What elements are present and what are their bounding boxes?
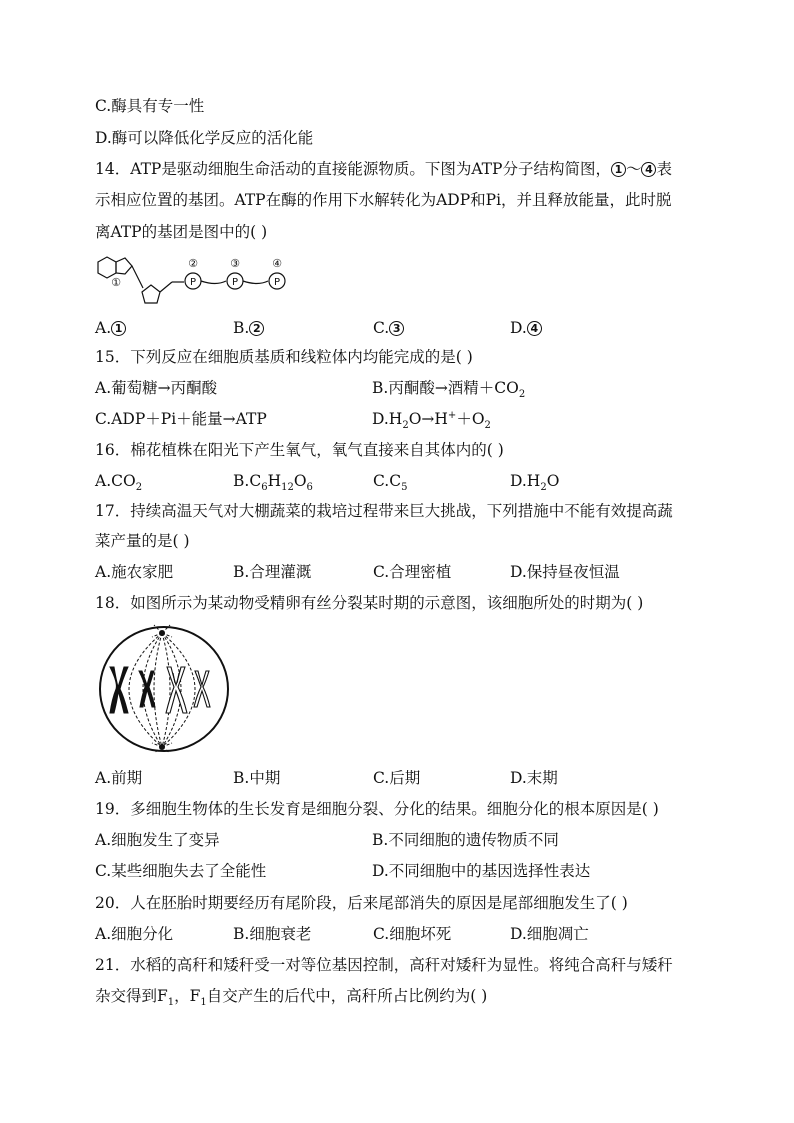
q14-stem-line3: 离ATP的基团是图中的( ) xyxy=(95,223,268,241)
q20-stem: 20．人在胚胎时期要经历有尾阶段，后来尾部消失的原因是尾部细胞发生了( ) xyxy=(95,894,628,912)
q17-option-a: A.施农家肥 xyxy=(95,563,174,581)
q15-option-a: A.葡萄糖→丙酮酸 xyxy=(95,379,218,397)
q20-option-d: D.细胞凋亡 xyxy=(510,925,589,943)
diagram-label-1: ① xyxy=(111,276,121,289)
q18-option-a: A.前期 xyxy=(95,769,143,787)
q18-option-b: B.中期 xyxy=(233,769,281,787)
q16-option-b: $B.C_6H_{12}O_6$ xyxy=(233,472,313,494)
q20-option-b: B.细胞衰老 xyxy=(233,925,312,943)
phosphate-label: P xyxy=(273,277,281,288)
q14-option-a: A. 1 xyxy=(95,318,126,338)
mitosis-cell-diagram xyxy=(96,623,234,755)
q14-option-c: C. 3 xyxy=(373,318,404,338)
circled-number-1-icon: 1 xyxy=(111,321,126,336)
q15-option-b: B.丙酮酸→酒精$+CO_2$ xyxy=(372,379,526,401)
q17-option-d: D.保持昼夜恒温 xyxy=(510,563,620,581)
q21-stem-line1: 21．水稻的高秆和矮秆受一对等位基因控制，高秆对矮秆为显性。将纯合高秆与矮秆 xyxy=(95,956,673,974)
q16-option-a: $A.CO_2$ xyxy=(95,472,143,494)
circled-number-4-icon: 4 xyxy=(527,321,542,336)
q17-option-c: C.合理密植 xyxy=(373,563,452,581)
q15-option-d: $D.H_2O\to H^++O_2$ xyxy=(372,409,491,432)
circled-number-4-icon: 4 xyxy=(641,162,656,177)
chromosome-light-2 xyxy=(194,671,210,707)
q19-option-b: B.不同细胞的遗传物质不同 xyxy=(372,831,559,849)
q14-stem-line2: 示相应位置的基团。ATP在酶的作用下水解转化为ADP和Pi，并且释放能量，此时脱 xyxy=(95,191,672,209)
spindle-fibers xyxy=(129,625,195,753)
adenine-five-ring-icon xyxy=(116,258,132,274)
q15-stem: 15．下列反应在细胞质基质和线粒体内均能完成的是( ) xyxy=(95,348,473,366)
q17-option-b: B.合理灌溉 xyxy=(233,563,312,581)
q21-stem-line2: 杂交得到$F_1$，$F_1$自交产生的后代中，高秆所占比例约为( ) xyxy=(95,987,488,1009)
q19-stem: 19．多细胞生物体的生长发育是细胞分裂、分化的结果。细胞分化的根本原因是( ) xyxy=(95,800,659,818)
q14-stem-text-a: 14．ATP是驱动细胞生命活动的直接能源物质。下图为ATP分子结构简图， xyxy=(95,160,611,178)
q14-tilde: ～ xyxy=(625,160,642,178)
q14-option-b: B. 2 xyxy=(233,318,264,338)
q19-option-d: D.不同细胞中的基因选择性表达 xyxy=(372,862,591,880)
circled-number-1-icon: 1 xyxy=(611,162,626,177)
chromosome-dark-1 xyxy=(110,667,128,713)
centrosomes xyxy=(159,630,165,750)
q14-option-d: D. 4 xyxy=(510,318,542,338)
q19-option-c: C.某些细胞失去了全能性 xyxy=(95,862,267,880)
q16-stem: 16．棉花植株在阳光下产生氧气，氧气直接来自其体内的( ) xyxy=(95,441,504,459)
q13-option-c: C.酶具有专一性 xyxy=(95,97,205,115)
q18-option-d: D.末期 xyxy=(510,769,558,787)
phosphate-label: P xyxy=(231,277,239,288)
q18-option-c: C.后期 xyxy=(373,769,421,787)
circled-number-2-icon: 2 xyxy=(249,321,264,336)
chromosome-light-1 xyxy=(166,667,187,713)
circled-number-3-icon: 3 xyxy=(389,321,404,336)
diagram-label-2: ② xyxy=(188,257,198,270)
q20-option-c: C.细胞坏死 xyxy=(373,925,452,943)
q20-option-a: A.细胞分化 xyxy=(95,925,174,943)
q17-stem-line1: 17．持续高温天气对大棚蔬菜的栽培过程带来巨大挑战，下列措施中不能有效提高蔬 xyxy=(95,502,673,520)
q13-option-d: D.酶可以降低化学反应的活化能 xyxy=(95,129,314,147)
q18-stem: 18．如图所示为某动物受精卵有丝分裂某时期的示意图，该细胞所处的时期为( ) xyxy=(95,594,644,612)
adenine-six-ring-icon xyxy=(98,257,116,278)
phosphate-label: P xyxy=(189,277,197,288)
diagram-label-4: ④ xyxy=(272,257,282,270)
ribose-ring-icon xyxy=(142,285,160,303)
q15-option-c: C.ADP＋Pi＋能量→ATP xyxy=(95,410,267,428)
diagram-label-3: ③ xyxy=(230,257,240,270)
q14-stem-line1 xyxy=(95,159,672,179)
chromosomes xyxy=(110,667,210,713)
q16-option-c: $C.C_5$ xyxy=(373,472,408,494)
q19-option-a: A.细胞发生了变异 xyxy=(95,831,220,849)
atp-structure-diagram xyxy=(92,250,302,312)
chromosome-dark-2 xyxy=(139,671,155,707)
q16-option-d: $D.H_2O$ xyxy=(510,472,560,494)
q17-stem-line2: 菜产量的是( ) xyxy=(95,532,190,550)
q14-stem-text-b: 表 xyxy=(656,160,672,178)
